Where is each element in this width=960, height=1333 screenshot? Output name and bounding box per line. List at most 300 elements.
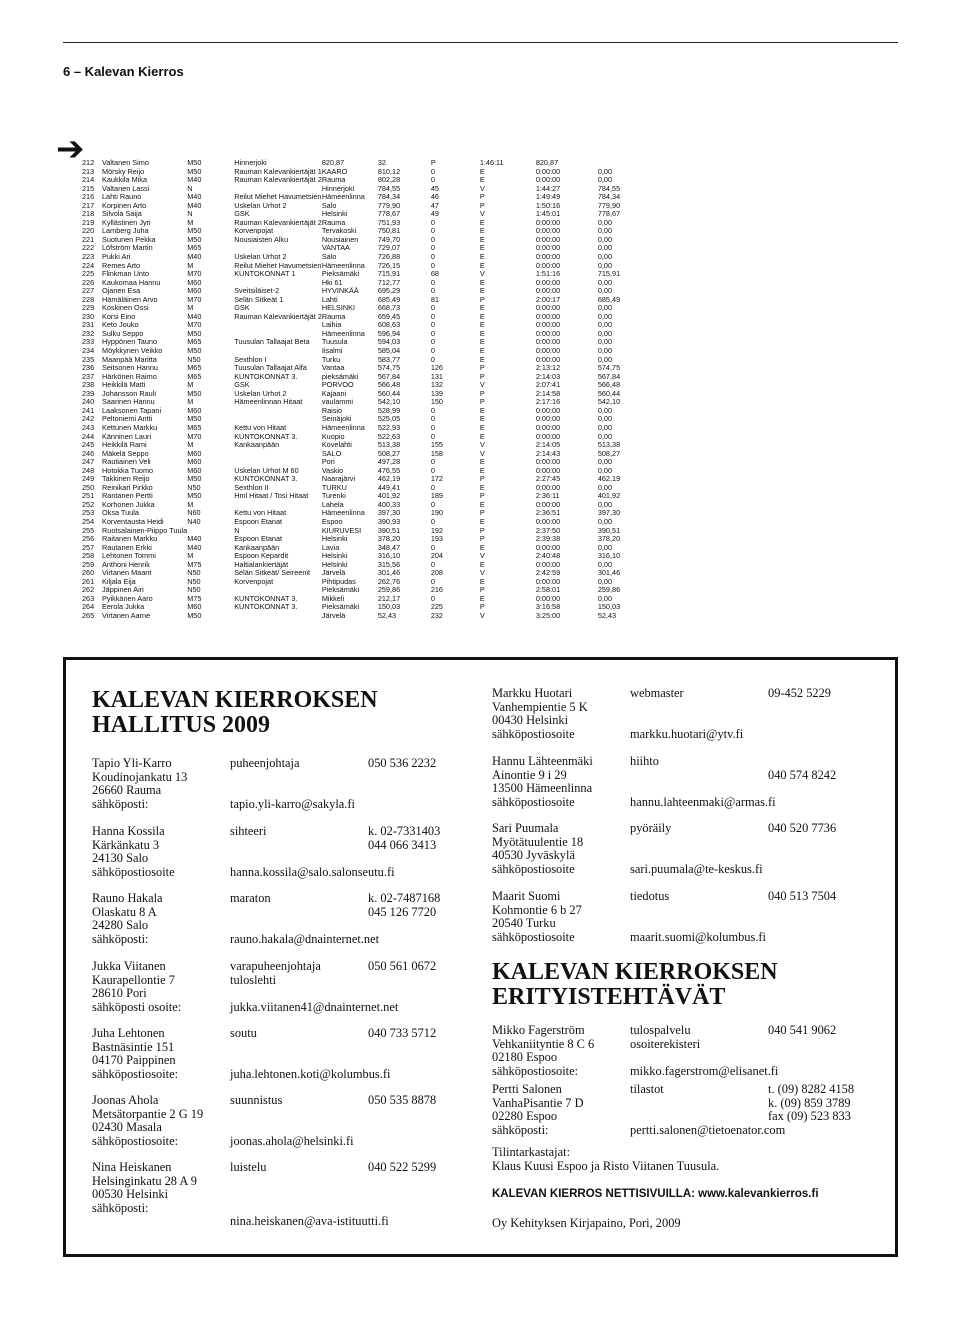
table-cell: 0,00 [597, 577, 613, 586]
table-cell: Kiljala Eija [102, 577, 136, 586]
member-phone [368, 960, 436, 974]
table-cell: 240 [82, 398, 95, 407]
member-line: Helsinginkatu 28 A 9 [92, 1173, 197, 1188]
table-cell: 0,00 [597, 423, 613, 432]
table-row [82, 552, 658, 561]
table-row [82, 484, 658, 493]
table-cell [234, 347, 322, 356]
table-cell: 0,00 [597, 329, 613, 338]
table-cell: 2:14:03 [535, 372, 561, 381]
table-cell: M60 [187, 603, 202, 612]
member-line: sähköposti: [92, 796, 149, 811]
table-cell: 0:00:00 [535, 560, 561, 569]
member-email: pertti.salonen@tietoenator.com [630, 1122, 786, 1137]
table-cell: 0:00:00 [535, 244, 561, 253]
website-line: KALEVAN KIERROS NETTISIVUILLA: www.kalevankierros.fi [492, 1188, 819, 1200]
table-cell: P [479, 509, 485, 518]
table-cell: KIURUVESI [321, 526, 362, 535]
member-email: jukka.viitanen41@dnainternet.net [230, 999, 399, 1014]
table-cell: N [234, 526, 240, 535]
table-cell: 0 [430, 167, 435, 176]
table-cell: 0:00:00 [535, 355, 561, 364]
table-cell: 378,20 [377, 535, 401, 544]
table-cell: Hotokka Tuomo [102, 466, 154, 475]
table-cell: Helsinki [321, 560, 348, 569]
table-cell: 0 [430, 338, 435, 347]
table-cell: Takkinen Reijo [102, 475, 150, 484]
table-cell: N [187, 184, 193, 193]
table-cell: 231 [82, 321, 95, 330]
table-cell: 378,20 [597, 535, 621, 544]
table-cell: M50 [187, 347, 202, 356]
table-cell: M60 [187, 458, 202, 467]
table-cell: 0,00 [597, 560, 613, 569]
table-cell: 542,10 [597, 398, 621, 407]
table-cell: 0 [430, 176, 435, 185]
table-cell: E [479, 321, 485, 330]
board-heading-line1: KALEVAN KIERROKSEN [92, 687, 378, 713]
member-phone [368, 1027, 436, 1041]
table-cell: 232 [82, 329, 95, 338]
table-cell: Hämeenlinna [321, 329, 365, 338]
table-cell: Espoon Etanat [234, 535, 283, 544]
table-cell: 0:00:00 [535, 517, 561, 526]
table-cell: Korsi Eino [102, 312, 136, 321]
table-cell: 0 [430, 329, 435, 338]
member-role-line: tulospalvelu [630, 1023, 691, 1037]
table-cell: P [479, 526, 485, 535]
table-cell: 259,86 [597, 586, 621, 595]
member-email: hanna.kossila@salo.salonseutu.fi [230, 864, 395, 879]
member-role [230, 960, 321, 987]
table-cell: P [479, 603, 485, 612]
member-role: pyöräily [630, 821, 672, 835]
table-cell: E [479, 235, 485, 244]
table-cell: 49 [430, 210, 439, 219]
member-line: sähköpostiosoite [492, 726, 575, 741]
header-rule [63, 42, 898, 43]
table-cell: E [479, 355, 485, 364]
table-cell: 749,70 [377, 235, 401, 244]
table-cell: vaulammi [321, 398, 354, 407]
table-cell: 228 [82, 295, 95, 304]
table-row [82, 210, 658, 219]
table-cell: 0,00 [597, 483, 613, 492]
table-cell: 0:00:00 [535, 594, 561, 603]
table-cell [187, 527, 234, 536]
table-cell: PORVOO [321, 381, 354, 390]
table-cell: Mäkelä Seppo [102, 449, 149, 458]
member-line: Hanna Kossila [92, 824, 165, 838]
table-cell: 0 [430, 261, 435, 270]
table-cell: Valtanen Simo [102, 159, 149, 167]
member-line: sähköpostiosoite [92, 864, 175, 879]
table-cell: E [479, 244, 485, 253]
member-line: Nina Heiskanen [92, 1160, 172, 1174]
table-cell: SALO [321, 449, 342, 458]
table-cell: 2:27:45 [535, 475, 561, 484]
table-cell: 252 [82, 500, 95, 509]
member-phone: 040 520 7736 [768, 821, 837, 835]
member-phone-line: k. 02-7487168 [368, 891, 441, 905]
table-cell: 234 [82, 347, 95, 356]
table-cell: Espoon Kepardit [234, 552, 289, 561]
table-row [82, 509, 658, 518]
member-role: hiihto [630, 754, 659, 768]
table-cell: Löfström Martin [102, 244, 153, 253]
table-cell: 193 [430, 535, 443, 544]
table-cell: 594,03 [377, 338, 401, 347]
member-phone [368, 1161, 436, 1175]
table-cell: 241 [82, 406, 95, 415]
table-cell: Heikkilä Rami [102, 441, 147, 450]
table-row [82, 244, 658, 253]
table-cell: Pieksämäki [321, 586, 360, 595]
table-cell: 0:00:00 [535, 500, 561, 509]
table-cell: HYVINKÄÄ [321, 287, 359, 296]
table-row [82, 475, 658, 484]
board-member [92, 825, 175, 879]
table-cell: Reilut Miehet Havumetsien [234, 261, 322, 270]
table-cell: 1:49:49 [535, 193, 561, 202]
table-cell: 0 [430, 321, 435, 330]
table-cell: 32 [377, 159, 386, 167]
table-cell: 238 [82, 381, 95, 390]
table-cell: E [479, 347, 485, 356]
table-cell: 68 [430, 270, 439, 279]
table-cell: 525,05 [377, 415, 401, 424]
member-line: Maarit Suomi [492, 889, 561, 903]
table-cell: Lamberg Juha [102, 227, 149, 236]
table-cell: 1:50:16 [535, 201, 561, 210]
board-member [492, 822, 583, 876]
table-cell: 0,00 [597, 594, 613, 603]
table-cell: 400,33 [377, 500, 401, 509]
table-cell: Salo [321, 201, 337, 210]
auditors [492, 1146, 719, 1173]
table-cell: Järvelä [321, 569, 346, 578]
table-cell: M60 [187, 406, 202, 415]
table-cell: Pihtipudas [321, 577, 356, 586]
table-cell: E [479, 458, 485, 467]
table-cell: 0 [430, 423, 435, 432]
table-cell: 233 [82, 338, 95, 347]
table-cell: 0,00 [597, 312, 613, 321]
table-cell: Korpinen Arto [102, 201, 147, 210]
table-cell: 47 [430, 201, 439, 210]
table-cell: 0:00:00 [535, 338, 561, 347]
table-cell: GSK [234, 304, 250, 313]
table-row [82, 168, 658, 177]
table-cell: 0:00:00 [535, 312, 561, 321]
table-cell [234, 321, 322, 330]
table-cell: Hml Hitaat / Tosi Hitaat [234, 492, 309, 501]
table-cell: Järvelä [321, 611, 346, 620]
member-phone [768, 1083, 854, 1124]
table-cell: 0:00:00 [535, 167, 561, 176]
table-row [82, 458, 658, 467]
table-cell: 0,00 [597, 517, 613, 526]
member-line: 40530 Jyväskylä [492, 848, 575, 863]
table-cell: 0:00:00 [535, 406, 561, 415]
table-cell: 2:14:05 [535, 441, 561, 450]
member-email: nina.heiskanen@ava-istituutti.fi [230, 1214, 389, 1229]
table-cell: 0:00:00 [535, 577, 561, 586]
table-cell: 726,88 [377, 253, 401, 262]
table-cell: 0,00 [597, 500, 613, 509]
table-cell: Helsinki [321, 552, 348, 561]
table-cell: Turenki [321, 492, 346, 501]
table-cell: 212 [82, 159, 95, 167]
board-member [92, 1161, 197, 1215]
table-cell: Kankaanpään [234, 543, 280, 552]
table-cell: 0 [430, 560, 435, 569]
table-row [82, 492, 658, 501]
table-cell: 0:00:00 [535, 458, 561, 467]
table-cell: Eerola Jukka [102, 603, 145, 612]
table-cell: M40 [187, 176, 202, 185]
table-cell [234, 501, 322, 510]
table-cell: V [479, 381, 485, 390]
table-row [82, 270, 658, 279]
table-cell: 0,00 [597, 176, 613, 185]
table-cell: 0,00 [597, 466, 613, 475]
table-cell: M50 [187, 475, 202, 484]
table-cell: 224 [82, 261, 95, 270]
table-cell: 227 [82, 287, 95, 296]
table-cell: 715,91 [597, 270, 621, 279]
table-cell: 255 [82, 526, 95, 535]
table-cell: 126 [430, 364, 443, 373]
table-cell [234, 450, 322, 459]
table-cell: 0 [430, 218, 435, 227]
table-cell: 0:00:00 [535, 423, 561, 432]
table-cell: E [479, 287, 485, 296]
table-cell: Ruotsalainen-Piippo Tuula [102, 526, 188, 535]
table-cell: 2:00:17 [535, 295, 561, 304]
table-cell: 0,00 [597, 432, 613, 441]
table-cell: 751,93 [377, 218, 401, 227]
member-line: sähköpostiosoite [492, 794, 575, 809]
table-cell: M65 [187, 423, 202, 432]
member-role [230, 892, 271, 906]
table-cell: M [187, 304, 194, 313]
table-cell: 596,94 [377, 329, 401, 338]
table-cell: 784,34 [377, 193, 401, 202]
table-cell: Pieksämäki [321, 603, 360, 612]
table-cell: P [479, 398, 485, 407]
member-line: Vehkaniityntie 8 C 6 [492, 1036, 595, 1051]
table-cell: 560,44 [377, 389, 401, 398]
table-cell: E [479, 261, 485, 270]
member-phone [368, 892, 440, 919]
table-cell: 236 [82, 364, 95, 373]
table-cell: Suotunen Pekka [102, 235, 156, 244]
table-cell: Turku [321, 355, 341, 364]
member-line: Rauno Hakala [92, 891, 163, 905]
member-role-line: soutu [230, 1026, 257, 1040]
table-cell: M75 [187, 594, 202, 603]
table-cell: 219 [82, 218, 95, 227]
table-cell: 0:00:00 [535, 176, 561, 185]
table-cell: Hinnerjoki [234, 159, 267, 167]
table-cell: Remes Arto [102, 261, 141, 270]
table-cell: 0 [430, 406, 435, 415]
table-cell: 0,00 [597, 253, 613, 262]
table-cell: Johansson Rauli [102, 389, 156, 398]
table-cell: 259 [82, 560, 95, 569]
table-cell: 52,43 [377, 611, 397, 620]
table-cell: P [479, 201, 485, 210]
table-cell: 254 [82, 517, 95, 526]
table-cell: Härkönen Raimo [102, 372, 157, 381]
table-cell: Nousiainen [321, 235, 359, 244]
page-title: 6 – Kalevan Kierros [63, 64, 184, 79]
table-cell: Rautanen Erkki [102, 543, 152, 552]
table-cell: M [187, 218, 194, 227]
table-cell: 685,49 [597, 295, 621, 304]
table-cell: 258 [82, 552, 95, 561]
table-cell: Rantanen Pertti [102, 492, 153, 501]
table-cell: 220 [82, 227, 95, 236]
table-cell: 301,46 [597, 569, 621, 578]
table-cell: 2:13:12 [535, 364, 561, 373]
table-cell: 574,75 [597, 364, 621, 373]
table-cell: Pieksämäki [321, 270, 360, 279]
table-cell: 0,00 [597, 218, 613, 227]
table-row [82, 313, 658, 322]
table-cell: Silvola Saija [102, 210, 142, 219]
table-row [82, 330, 658, 339]
table-cell: 0 [430, 466, 435, 475]
table-cell: 0:00:00 [535, 278, 561, 287]
member-line: sähköpostiosoite: [492, 1063, 579, 1078]
member-phone-line: 050 561 0672 [368, 959, 437, 973]
table-cell: 0 [430, 227, 435, 236]
table-cell: V [479, 611, 485, 620]
table-cell: M70 [187, 432, 202, 441]
table-cell: 52,43 [597, 611, 617, 620]
table-cell: P [479, 193, 485, 202]
member-line: Ainontie 9 i 29 [492, 767, 567, 782]
table-cell: 397,30 [597, 509, 621, 518]
table-cell: Reilut Miehet Havumetsien [234, 193, 322, 202]
table-cell: 249 [82, 475, 95, 484]
table-cell: 213 [82, 167, 95, 176]
table-cell: M40 [187, 193, 202, 202]
table-cell: 0 [430, 287, 435, 296]
table-cell: 778,67 [377, 210, 401, 219]
table-cell: Mikkeli [321, 594, 345, 603]
member-role [230, 1161, 266, 1175]
table-cell: 0:00:00 [535, 304, 561, 313]
table-cell: 315,56 [377, 560, 401, 569]
table-row [82, 398, 658, 407]
table-cell: 216 [430, 586, 443, 595]
board-member [92, 1027, 178, 1081]
member-line: 24130 Salo [92, 851, 149, 866]
table-cell [234, 612, 322, 621]
table-cell: Koskinen Ossi [102, 304, 149, 313]
table-cell: 150,03 [597, 603, 621, 612]
table-cell: 259,86 [377, 586, 401, 595]
table-cell: Raitanen Markku [102, 535, 158, 544]
table-cell: E [479, 415, 485, 424]
table-cell: 560,44 [597, 389, 621, 398]
member-phone-line: 040 522 5299 [368, 1160, 437, 1174]
table-cell: P [479, 586, 485, 595]
member-role [630, 1024, 700, 1051]
table-cell: 81 [430, 295, 439, 304]
table-cell: 221 [82, 235, 95, 244]
table-cell: E [479, 560, 485, 569]
member-phone-line: 044 066 3413 [368, 837, 437, 852]
table-cell: 0 [430, 458, 435, 467]
member-email: markku.huotari@ytv.fi [630, 726, 744, 741]
table-cell: Lavia [321, 543, 340, 552]
member-role: webmaster [630, 686, 684, 700]
table-cell: Rauma [321, 218, 346, 227]
table-cell: Tuusulan Tallaajat Beta [234, 338, 310, 347]
member-line: sähköpostiosoite [492, 929, 575, 944]
table-cell: 1:51:16 [535, 270, 561, 279]
table-cell: M [187, 500, 194, 509]
table-row [82, 586, 658, 595]
table-cell: Rauma [321, 176, 346, 185]
table-cell: 513,38 [377, 441, 401, 450]
table-cell: 0:00:00 [535, 543, 561, 552]
table-cell: Lahela [321, 500, 344, 509]
table-row [82, 321, 658, 330]
table-cell: Hämeenlinna [321, 193, 365, 202]
table-cell: 0:00:00 [535, 253, 561, 262]
table-cell: 528,99 [377, 406, 401, 415]
table-cell: KUNTOKONNAT 1 [234, 270, 296, 279]
member-line: Kärkänkatu 3 [92, 837, 160, 852]
table-row [82, 467, 658, 476]
table-cell: Hämeenlinna [321, 261, 365, 270]
member-role [230, 825, 266, 839]
table-cell: 2:07:41 [535, 381, 561, 390]
table-cell: 0 [430, 577, 435, 586]
table-cell: M60 [187, 278, 202, 287]
table-row [82, 544, 658, 553]
table-cell: 0 [430, 304, 435, 313]
member-line: VanhaPisantie 7 D [492, 1095, 584, 1110]
table-cell: M [187, 398, 194, 407]
table-cell: 2:14:43 [535, 449, 561, 458]
member-line: 00530 Helsinki [92, 1187, 169, 1202]
table-cell: P [479, 372, 485, 381]
member-role-line: suunnistus [230, 1093, 283, 1107]
table-row [82, 159, 658, 168]
table-cell: Keto Jouko [102, 321, 139, 330]
table-cell: 508,27 [377, 449, 401, 458]
table-cell: 0 [430, 415, 435, 424]
table-cell: Helsinki [321, 535, 348, 544]
board-member [492, 687, 588, 741]
table-cell: 0,00 [597, 235, 613, 244]
table-row [82, 193, 658, 202]
table-cell: M40 [187, 253, 202, 262]
table-cell: 139 [430, 389, 443, 398]
table-cell: 265 [82, 611, 95, 620]
table-cell [234, 279, 322, 288]
table-cell: 0 [430, 543, 435, 552]
board-member [92, 757, 187, 811]
member-email: maarit.suomi@kolumbus.fi [630, 929, 766, 944]
table-cell: Selän Sitkeät 1 [234, 295, 284, 304]
